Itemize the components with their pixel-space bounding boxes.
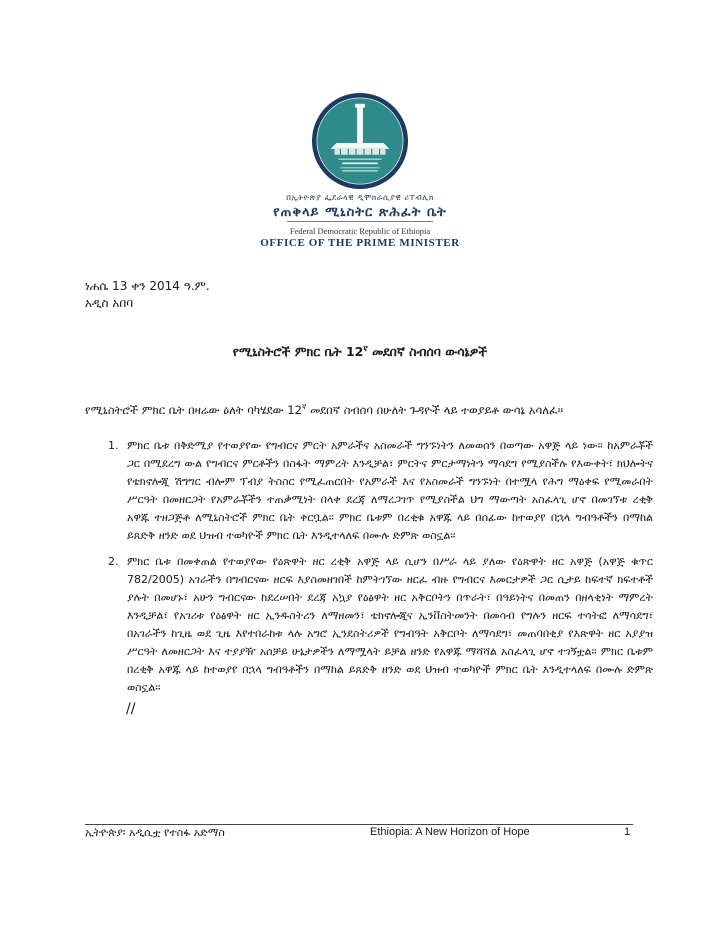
place: አዲስ አበባ <box>85 296 134 310</box>
emblem-text-line-4 <box>342 170 377 171</box>
letterhead-divider <box>287 221 433 222</box>
english-country-name: Federal Democratic Republic of Ethiopia <box>289 226 431 236</box>
title-ordinal: ኛ <box>363 344 368 353</box>
footer-divider <box>85 824 633 825</box>
title-after: መደበኛ ስብሰባ ውሳኔዎች <box>367 344 488 359</box>
emblem-text-line-3 <box>340 167 379 168</box>
document-title <box>0 344 720 360</box>
emblem-tower-cap <box>355 104 365 108</box>
emblem-building-body <box>335 149 386 155</box>
decision-number: 2. <box>108 555 119 568</box>
emblem-text-line-2 <box>342 163 377 165</box>
intro-before: የሚኒስትሮች ምክር ቤት በዛሬው ዕለት ባካሄደው 12 <box>85 403 302 417</box>
title-before: የሚኒስትሮች ምክር ቤት 12 <box>232 344 364 359</box>
footer-slogan-english: Ethiopia: A New Horizon of Hope <box>370 826 530 838</box>
decision-text: ምክር ቤቱ በመቀጠል የተወያየው የዕጽዋት ዘር ረቂቅ አዋጅ ላይ ሲሆን በሥራ ላይ ያለው የዕጽዋት ዘር አዋጅ (አዋጅ ቁጥር 782/2005) አገራችን በግብርናው ዘርፍ እያስመዘገበች ከምትገኘው ዘርፈ ብዙ የግብርና እመርታዎች ጋር ሲታይ ከፍተኛ ክፍተቶች ያሉት በመሆኑ፣ አሁን ግብርናው ከደረሠበት ደረጃ አኳያ የዕፅዋት ዘር አቅርቦትን በጥራት፣ በዓይነትና በመጠን በዘላቂነት ማምረት እንዲቻል፣ የአገሪቱ የዕፅዋት ዘር ኢንዱስትሪን ለማዘመን፣ ቴክኖሎጂና ኢንቨስትመንት በመሳብ የግሉን ዘርፍ ተሳትፎ ለማሳደግ፣ በአገራችን ከጊዜ ወደ ጊዜ እየተበራከቱ ላሉ አግሮ ኢንደስትሪዎች የግብዓት አቅርቦት ለማሳደግ፣ መጠባበቂያ የእጽዋት ዘር አያያዝ ሥርዓት ለመዘርጋት እና ተያያዥ አሰቻይ ሁኔታዎችን ለማሟላት ይቻል ዘንድ የአዋጁ ማሻሻል አስፈላጊ ሆኖ ተገኝቷል፡፡ ምክር ቤቱም በረቂቅ አዋጁ ላይ ከተወያየ በኋላ ግብዓቶችን በማከል ይጸድቅ ዘንድ ወደ ህዝብ ተወካዮች ምክር ቤት እንዲተላለፍ በሙሉ ድምጽ ወስኗል፡፡ <box>127 555 653 694</box>
emblem-building-roof <box>331 143 390 149</box>
decision-number: 1. <box>108 439 119 452</box>
intro-ordinal: ኛ <box>301 403 307 412</box>
intro-after: መደበኛ ስብሰባ በሁለት ጉዳዮች ላይ ተወያይቶ ውሳኔ አሳለፈ፡፡ <box>306 403 564 417</box>
emblem-text-line-1 <box>338 159 381 160</box>
date: ነሐሴ 13 ቀን 2014 ዓ.ም. <box>85 279 210 293</box>
emblem-tower <box>357 106 363 147</box>
page-number: 1 <box>624 826 631 838</box>
amharic-country-name: በኢትዮጵያ ፌደራላዊ ዲሞክራሲያዊ ሪፐብሊክ <box>286 193 434 202</box>
english-office-name: OFFICE OF THE PRIME MINISTER <box>260 237 460 249</box>
amharic-office-name: የጠቅላይ ሚኒስትር ጽሕፈት ቤት <box>273 205 447 220</box>
footer-slogan-amharic: ኢትዮጵያ፡ አዲሲቷ የተስፋ አድማስ <box>85 826 225 839</box>
intro-paragraph <box>85 403 655 418</box>
closing-mark: // <box>126 701 136 717</box>
decision-text: ምክር ቤቱ በቅድሚያ የተወያየው የግብርና ምርት አምራችና አስመራች ግንኙነትን ለመወሰን በወጣው አዋጅ ላይ ነው፡፡ ከአምራቾች ጋር በሚደረግ ውል የግብርና ምርቶችን በስፋት ማምረት እንዲቻል፣ ምርትና ምርታማነትን ማሳደግ የሚያስችሉ የእውቀት፣ ክህሎትና የቴክኖሎጂ ሽግግር ብሎም ፕብያ ትስስር የሚፈጠርበት የአምራች እና የአስመራች ግንኙነት በተሟላ የሕግ ማዕቀፍ የሚመራበት ሥርዓት በመዘርጋት የአምራቾችን ተጠቃሚነት በላቀ ደረጃ ለማረጋገጥ የሚያስችል ህግ ማውጣት አስፈላጊ ሆኖ በመገኘቱ ረቂቅ አዋጁ ተዘጋጅቶ ለሚኒስትሮች ምክር ቤት ቀርቧል፡፡ ምክር ቤቱም በረቂቁ አዋጁ ላይ በሰፊው ከተወያየ በኋላ ግብዓቶችን በማከል ይጸድቅ ዘንድ ወደ ህዝብ ተወካዮች ምክር ቤት እንዲተላለፍ በሙሉ ድምጽ ወስኗል፡፡ <box>127 439 653 542</box>
dateline <box>85 278 210 312</box>
prime-minister-office-emblem-icon <box>311 92 409 190</box>
emblem-svg <box>311 92 409 190</box>
